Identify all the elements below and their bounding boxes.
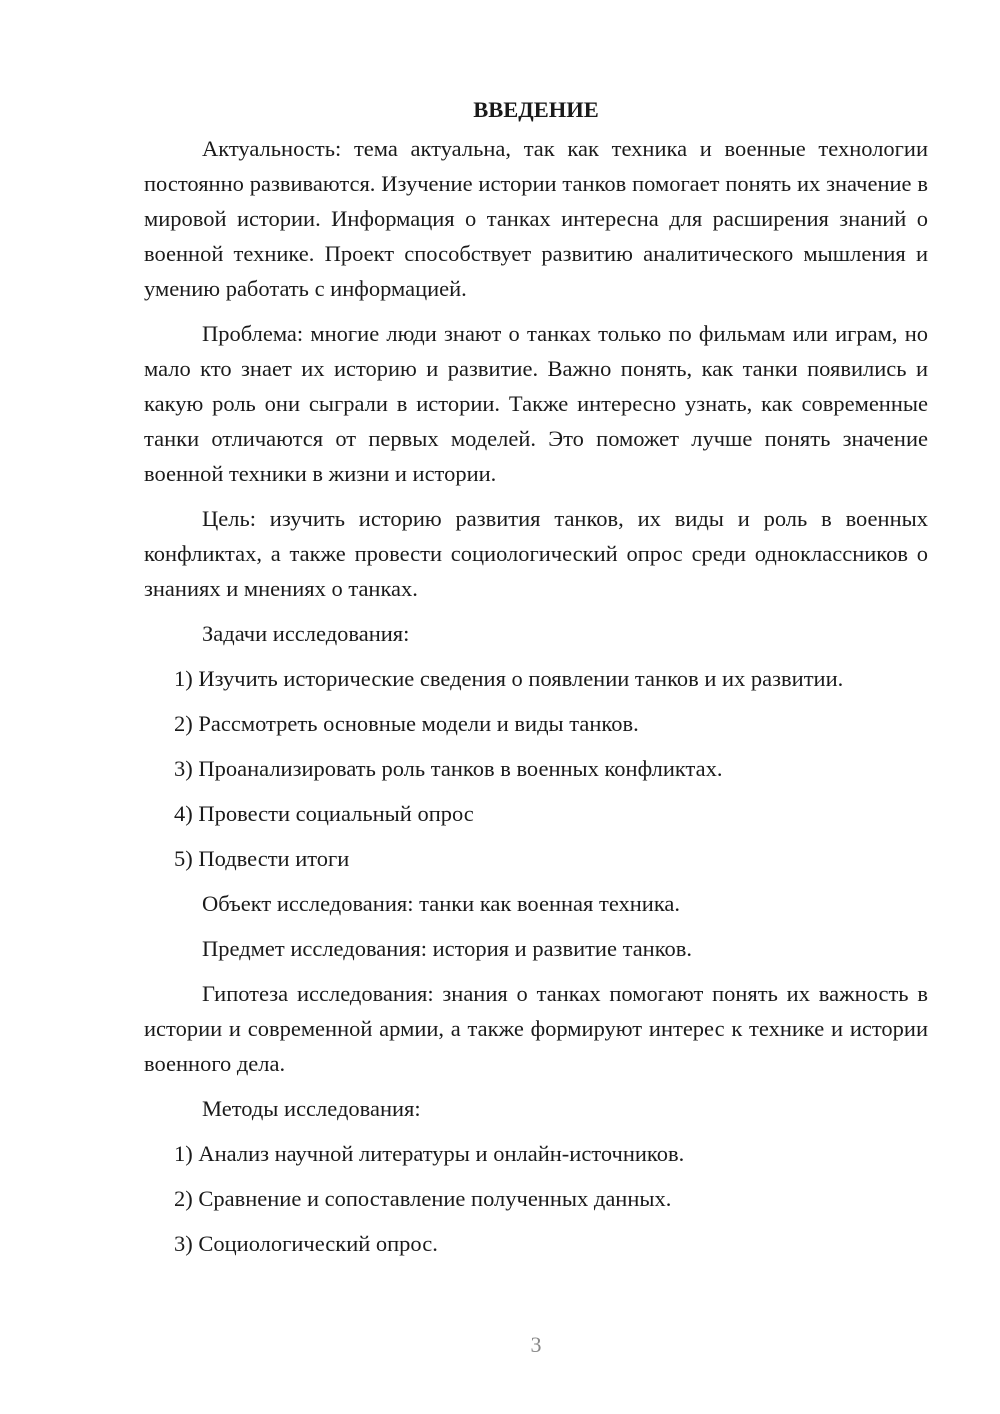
hypothesis-paragraph: Гипотеза исследования: знания о танках помогают понять их важность в истории и современной армии, а также формируют интерес к технике и истории военного дела. — [144, 981, 928, 1076]
subject-paragraph: Предмет исследования: история и развитие танков. — [202, 936, 693, 961]
list-item: 1) Анализ научной литературы и онлайн-источников. — [174, 1141, 685, 1166]
list-item: 2) Сравнение и сопоставление полученных данных. — [174, 1186, 672, 1211]
object-paragraph: Объект исследования: танки как военная техника. — [202, 891, 681, 916]
page-number: 3 — [530, 1332, 542, 1357]
list-item: 5) Подвести итоги — [174, 846, 350, 871]
list-item: 4) Провести социальный опрос — [174, 801, 474, 826]
tasks-heading: Задачи исследования: — [202, 621, 410, 646]
list-item: 2) Рассмотреть основные модели и виды танков. — [174, 711, 639, 736]
methods-list — [144, 1136, 928, 1261]
problem-paragraph: Проблема: многие люди знают о танках только по фильмам или играм, но мало кто знает их историю и развитие. Важно понять, как танки появились и какую роль они сыграли в истории. Также интересно узнать, как современные танки отличаются от первых моделей. Это поможет лучше понять значение военной техники в жизни и истории. — [144, 321, 928, 486]
list-item: 3) Проанализировать роль танков в военных конфликтах. — [174, 756, 723, 781]
methods-heading: Методы исследования: — [202, 1096, 421, 1121]
goal-paragraph: Цель: изучить историю развития танков, их виды и роль в военных конфликтах, а также провести социологический опрос среди одноклассников о знаниях и мнениях о танках. — [144, 506, 928, 601]
list-item: 1) Изучить исторические сведения о появлении танков и их развитии. — [174, 666, 844, 691]
page-content — [144, 92, 928, 1271]
tasks-list — [144, 661, 928, 876]
list-item: 3) Социологический опрос. — [174, 1231, 438, 1256]
relevance-paragraph: Актуальность: тема актуальна, так как техника и военные технологии постоянно развиваются. Изучение истории танков помогает понять их значение в мировой истории. Информация о танках интересна для расширения знаний о военной технике. Проект способствует развитию аналитического мышления и умению работать с информацией. — [144, 136, 928, 301]
page-title: ВВЕДЕНИЕ — [473, 97, 599, 122]
